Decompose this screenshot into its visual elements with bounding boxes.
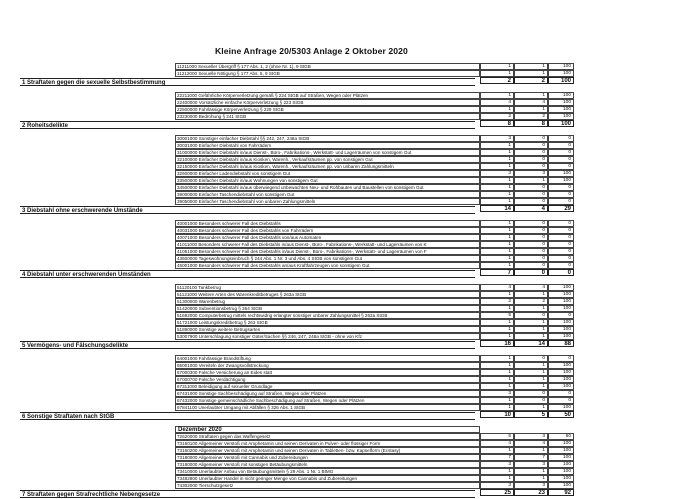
clearance-rate: 100 — [548, 298, 574, 305]
clearance-rate: 0 — [548, 149, 574, 156]
clearance-rate: 100 — [548, 63, 574, 70]
cases-count: 1 — [480, 305, 514, 312]
clearance-rate: 0 — [548, 397, 574, 404]
clearance-rate: 100 — [548, 291, 574, 298]
clearance-rate: 100 — [548, 92, 574, 99]
offense-description: 64001000 Fahrlässige Brandstiftung — [175, 355, 480, 362]
clearance-rate: 100 — [548, 440, 574, 447]
document-title: Kleine Anfrage 20/5303 Anlage 2 Oktober 2020 — [215, 46, 408, 56]
total-cases: 16 — [480, 340, 514, 347]
offense-description: 67000700 Falsche Verdächtigung — [175, 376, 480, 383]
cases-count: 1 — [480, 383, 514, 390]
solved-count: 1 — [514, 106, 548, 113]
solved-count: 2 — [514, 113, 548, 120]
offense-description: 53007900 Unterschlagung sonstiger Güter/Sachen §§ 246, 247, 248a StGB - ohne von Kfz — [175, 333, 480, 340]
cases-count: 1 — [480, 92, 514, 99]
clearance-rate: 100 — [548, 369, 574, 376]
solved-count: 3 — [514, 482, 548, 489]
cases-count: 1 — [480, 319, 514, 326]
cases-count: 1 — [480, 475, 514, 482]
cases-count: 4 — [480, 99, 514, 106]
offense-description: 74302000 Tierschutzgesetz — [175, 482, 480, 489]
clearance-rate: 0 — [548, 142, 574, 149]
offense-description: 31000000 Einfacher Diebstahl in/aus Dienst-, Büro-, Fabrikations-, Werkstatt- und Lagerräumen von sonstigem Gut — [175, 149, 480, 156]
solved-count: 1 — [514, 468, 548, 475]
solved-count: 0 — [514, 191, 548, 198]
cases-count: 4 — [480, 284, 514, 291]
clearance-rate: 0 — [548, 198, 574, 205]
offense-description: 73180000 Allgemeiner Verstoß mit Cannabis und Zubereitungen — [175, 454, 480, 461]
cases-count: 3 — [480, 390, 514, 397]
total-cases: 8 — [480, 120, 514, 127]
clearance-rate: 0 — [548, 163, 574, 170]
offense-description: 40001000 Besonders schwerer Fall des Diebstahls — [175, 220, 480, 227]
solved-count: 7 — [514, 454, 548, 461]
offense-description: 32100000 Einfacher Diebstahl in/aus Kiosken, Warenh., Verkaufsräumen pp. von sonstigem Gut — [175, 156, 480, 163]
solved-count: 0 — [514, 390, 548, 397]
offense-description: 32150000 Einfacher Diebstahl in/aus Kiosken, Warenh., Verkaufsräumen pp. von unbaren Zahlungsmitteln — [175, 163, 480, 170]
offense-description: 22500000 Fahrlässige Körperverletzung § 229 StGB — [175, 106, 480, 113]
cases-count: 1 — [480, 184, 514, 191]
clearance-rate: 0 — [548, 248, 574, 255]
offense-description: 65001000 Vereiteln der Zwangsvollstreckung — [175, 362, 480, 369]
offense-description: 40071000 Besonders schwerer Fall des Diebstahls von/aus Automaten — [175, 234, 480, 241]
offense-description: 73160200 Allgemeiner Verstoß mit Amphetamin und seinen Derivaten in Tabletten- bzw. Kapselform (Ecstasy) — [175, 447, 480, 454]
clearance-rate: 100 — [548, 333, 574, 340]
total-cases: 14 — [480, 205, 514, 212]
solved-count: 4 — [514, 284, 548, 291]
clearance-rate: 0 — [548, 156, 574, 163]
offense-description: 51890000 Sonstige weitere Betrugsarten — [175, 326, 480, 333]
clearance-rate: 100 — [548, 461, 574, 468]
solved-count: 1 — [514, 177, 548, 184]
clearance-rate: 100 — [548, 475, 574, 482]
total-solved: 0 — [514, 269, 548, 276]
offense-description: 51121000 Weitere Arten des Warenkreditbetruges § 263a StGB — [175, 291, 480, 298]
offense-description: 30001000 Sonstiger einfacher Diebstahl §§ 242, 247, 248a StGB — [175, 135, 480, 142]
solved-count: 3 — [514, 433, 548, 440]
offense-description: 45001000 Besonders schwerer Fall des Diebstahls an/aus Kraftfahrzeugen von sonstigem Gut — [175, 262, 480, 269]
clearance-rate: 100 — [548, 362, 574, 369]
category-label: 4 Diebstahl unter erschwerenden Umständen — [20, 270, 475, 278]
solved-count: 0 — [514, 156, 548, 163]
offense-description: 67841100 Unerlaubter Umgang mit Abfällen § 326 Abs. 1 StGB — [175, 404, 480, 411]
cases-count: 1 — [480, 291, 514, 298]
offense-description: 67000300 Falsche Versicherung an Eides statt — [175, 369, 480, 376]
month-header: Dezember 2020 — [175, 426, 480, 433]
solved-count: 4 — [514, 440, 548, 447]
clearance-rate: 0 — [548, 135, 574, 142]
clearance-rate: 60 — [548, 433, 574, 440]
clearance-rate: 0 — [548, 220, 574, 227]
clearance-rate: 100 — [548, 177, 574, 184]
offense-description: 22211000 Gefährliche Körperverletzung gemäß § 224 StGB auf Straßen, Wegen oder Plätzen — [175, 92, 480, 99]
clearance-rate: 100 — [548, 383, 574, 390]
offense-description: 51300000 Warenbetrug — [175, 298, 480, 305]
solved-count: 0 — [514, 163, 548, 170]
total-cases: 2 — [480, 77, 514, 84]
category-label: 2 Roheitsdelikte — [20, 121, 475, 129]
total-cases: 10 — [480, 411, 514, 418]
solved-count: 0 — [514, 241, 548, 248]
solved-count: 1 — [514, 383, 548, 390]
solved-count: 0 — [514, 262, 548, 269]
clearance-rate: 100 — [548, 326, 574, 333]
clearance-rate: 100 — [548, 404, 574, 411]
total-solved: 23 — [514, 489, 548, 496]
solved-count: 0 — [514, 184, 548, 191]
cases-count: 1 — [480, 326, 514, 333]
clearance-rate: 0 — [548, 191, 574, 198]
offense-description: 73410000 Unerlaubter Anbau von Betäubungsmitteln § 29 Abs. 1 Nr. 1 BtMG — [175, 468, 480, 475]
offense-description: 73160100 Allgemeiner Verstoß mit Amphetamin und seinen Derivaten in Pulver- oder flüssiger Form — [175, 440, 480, 447]
cases-count: 1 — [480, 369, 514, 376]
offense-description: 33500000 Einfacher Diebstahl in/aus Wohnungen von sonstigem Gut — [175, 177, 480, 184]
cases-count: 1 — [480, 404, 514, 411]
total-solved: 14 — [514, 340, 548, 347]
offense-description: 67432000 Sonstige gemeinschädliche Sachbeschädigung auf Straßen, Wegen oder Plätzen — [175, 397, 480, 404]
cases-count: 1 — [480, 156, 514, 163]
clearance-rate: 0 — [548, 234, 574, 241]
clearance-rate: 100 — [548, 447, 574, 454]
total-rate: 50 — [548, 411, 574, 418]
cases-count: 5 — [480, 433, 514, 440]
clearance-rate: 0 — [548, 312, 574, 319]
cases-count: 1 — [480, 255, 514, 262]
cases-count: 1 — [480, 106, 514, 113]
cases-count: 1 — [480, 198, 514, 205]
solved-count: 1 — [514, 319, 548, 326]
cases-count: 1 — [480, 376, 514, 383]
clearance-rate: 100 — [548, 482, 574, 489]
clearance-rate: 100 — [548, 70, 574, 77]
clearance-rate: 0 — [548, 390, 574, 397]
offense-description: 30031000 Einfacher Diebstahl von Fahrrädern — [175, 142, 480, 149]
offense-description: 73180000 Allgemeiner Verstoß mit sonstigen Betäubungsmitteln — [175, 461, 480, 468]
solved-count: 0 — [514, 198, 548, 205]
cases-count: 1 — [480, 262, 514, 269]
total-rate: 88 — [548, 340, 574, 347]
solved-count: 1 — [514, 70, 548, 77]
solved-count: 0 — [514, 227, 548, 234]
total-rate: 100 — [548, 120, 574, 127]
clearance-rate: 100 — [548, 376, 574, 383]
cases-count: 1 — [480, 248, 514, 255]
cases-count: 1 — [480, 177, 514, 184]
total-rate: 100 — [548, 77, 574, 84]
total-solved: 8 — [514, 120, 548, 127]
offense-description: 51692000 Computerbetrug mittels rechtswidrig erlangter sonstiger unbarer Zahlungsmittel § 263a StGB — [175, 312, 480, 319]
clearance-rate: 0 — [548, 355, 574, 362]
total-solved: 2 — [514, 77, 548, 84]
solved-count: 3 — [514, 170, 548, 177]
clearance-rate: 100 — [548, 99, 574, 106]
offense-description: 11211000 Sexueller Übergriff § 177 Abs. 1, 2 (ohne Nr. 1), 9 StGB — [175, 63, 480, 70]
solved-count: 0 — [514, 149, 548, 156]
cases-count: 1 — [480, 63, 514, 70]
clearance-rate: 100 — [548, 284, 574, 291]
cases-count: 1 — [480, 355, 514, 362]
clearance-rate: 0 — [548, 255, 574, 262]
cases-count: 1 — [480, 149, 514, 156]
category-label: 1 Straftaten gegen die sexuelle Selbstbestimmung — [20, 78, 475, 86]
category-label: 3 Diebstahl ohne erschwerende Umstände — [20, 206, 475, 214]
solved-count: 1 — [514, 376, 548, 383]
solved-count: 0 — [514, 234, 548, 241]
clearance-rate: 0 — [548, 262, 574, 269]
cases-count: 1 — [480, 333, 514, 340]
offense-description: 51120100 Tankbetrug — [175, 284, 480, 291]
offense-description: 23230000 Bedrohung § 241 StGB — [175, 113, 480, 120]
clearance-rate: 100 — [548, 319, 574, 326]
solved-count: 0 — [514, 312, 548, 319]
offense-description: 67431000 Sonstige Sachbeschädigung auf Straßen, Wegen oder Plätzen — [175, 390, 480, 397]
solved-count: 0 — [514, 135, 548, 142]
cases-count: 1 — [480, 241, 514, 248]
solved-count: 1 — [514, 404, 548, 411]
cases-count: 4 — [480, 440, 514, 447]
solved-count: 1 — [514, 447, 548, 454]
offense-description: 51420000 Subventionsbetrug § 264 StGB — [175, 305, 480, 312]
total-rate: 92 — [548, 489, 574, 496]
cases-count: 1 — [480, 468, 514, 475]
offense-description: 22400000 Vorsätzliche einfache Körperverletzung § 223 StGB — [175, 99, 480, 106]
cases-count: 3 — [480, 170, 514, 177]
cases-count: 1 — [480, 70, 514, 77]
offense-description: 11212000 Sexuelle Nötigung § 177 Abs. 5, 9 StGB — [175, 70, 480, 77]
cases-count: 1 — [480, 191, 514, 198]
clearance-rate: 0 — [548, 184, 574, 191]
solved-count: 1 — [514, 333, 548, 340]
category-label: 5 Vermögens- und Fälschungsdelikte — [20, 341, 475, 349]
solved-count: 0 — [514, 142, 548, 149]
solved-count: 4 — [514, 99, 548, 106]
clearance-rate: 100 — [548, 106, 574, 113]
offense-description: 40031000 Besonders schwerer Fall des Diebstahls von Fahrrädern — [175, 227, 480, 234]
solved-count: 3 — [514, 461, 548, 468]
cases-count: 1 — [480, 142, 514, 149]
clearance-rate: 100 — [548, 305, 574, 312]
cases-count: 1 — [480, 220, 514, 227]
solved-count: 1 — [514, 326, 548, 333]
solved-count: 1 — [514, 291, 548, 298]
solved-count: 0 — [514, 355, 548, 362]
clearance-rate: 0 — [548, 241, 574, 248]
total-solved: 5 — [514, 411, 548, 418]
solved-count: 0 — [514, 248, 548, 255]
solved-count: 1 — [514, 362, 548, 369]
offense-description: 39000000 Einfacher Taschendiebstahl von sonstigem Gut — [175, 191, 480, 198]
cases-count: 1 — [480, 227, 514, 234]
category-label: 6 Sonstige Straftaten nach StGB — [20, 412, 475, 420]
cases-count: 3 — [480, 482, 514, 489]
total-rate: 0 — [548, 269, 574, 276]
solved-count: 1 — [514, 92, 548, 99]
clearance-rate: 0 — [548, 227, 574, 234]
offense-description: 41011000 Besonders schwerer Fall des Diebstahls in/aus Dienst-, Büro-, Fabrikations-, Werkstatt- und Lagerräumen von K — [175, 241, 480, 248]
total-cases: 25 — [480, 489, 514, 496]
offense-description: 39050000 Einfacher Taschendiebstahl von unbaren Zahlungsmitteln — [175, 198, 480, 205]
total-rate: 29 — [548, 205, 574, 212]
solved-count: 1 — [514, 369, 548, 376]
cases-count: 2 — [480, 113, 514, 120]
clearance-rate: 100 — [548, 113, 574, 120]
solved-count: 0 — [514, 220, 548, 227]
total-cases: 7 — [480, 269, 514, 276]
offense-description: 32600000 Einfacher Ladendiebstahl von sonstigem Gut — [175, 170, 480, 177]
cases-count: 1 — [480, 163, 514, 170]
category-label: 7 Straftaten gegen Strafrechtliche Nebengesetze — [20, 490, 475, 498]
solved-count: 0 — [514, 255, 548, 262]
clearance-rate: 100 — [548, 468, 574, 475]
total-solved: 4 — [514, 205, 548, 212]
solved-count: 1 — [514, 305, 548, 312]
cases-count: 7 — [480, 454, 514, 461]
offense-description: 51721000 Leistungskreditbetrug § 263 StGB — [175, 319, 480, 326]
offense-description: 72620000 Straftaten gegen das Waffengesetz — [175, 433, 480, 440]
solved-count: 1 — [514, 63, 548, 70]
offense-description: 73482800 Unerlaubter Handel in nicht geringer Menge von Cannabis und Zubereitungen — [175, 475, 480, 482]
cases-count: 3 — [480, 135, 514, 142]
offense-description: 41051000 Besonders schwerer Fall des Diebstahls in/aus Dienst-, Büro-, Fabrikations-, Werkstatt- und Lagerräumen von F — [175, 248, 480, 255]
cases-count: 2 — [480, 298, 514, 305]
solved-count: 2 — [514, 298, 548, 305]
cases-count: 3 — [480, 461, 514, 468]
cases-count: 5 — [480, 312, 514, 319]
solved-count: 0 — [514, 397, 548, 404]
solved-count: 1 — [514, 475, 548, 482]
cases-count: 1 — [480, 234, 514, 241]
clearance-rate: 100 — [548, 170, 574, 177]
cases-count: 1 — [480, 362, 514, 369]
clearance-rate: 100 — [548, 454, 574, 461]
offense-description: 34500000 Einfacher Diebstahl in/aus überwiegend unbewachten Neu- und Rohbauten und Baustellen von sonstigem Gut — [175, 184, 480, 191]
offense-description: 67311000 Beleidigung auf sexueller Grundlage — [175, 383, 480, 390]
cases-count: 1 — [480, 447, 514, 454]
offense-description: 43600000 Tageswohnungseinbruch § 244 Abs. 1 Nr. 3 und Abs. 4 StGB von sonstigem Gut — [175, 255, 480, 262]
cases-count: 1 — [480, 397, 514, 404]
